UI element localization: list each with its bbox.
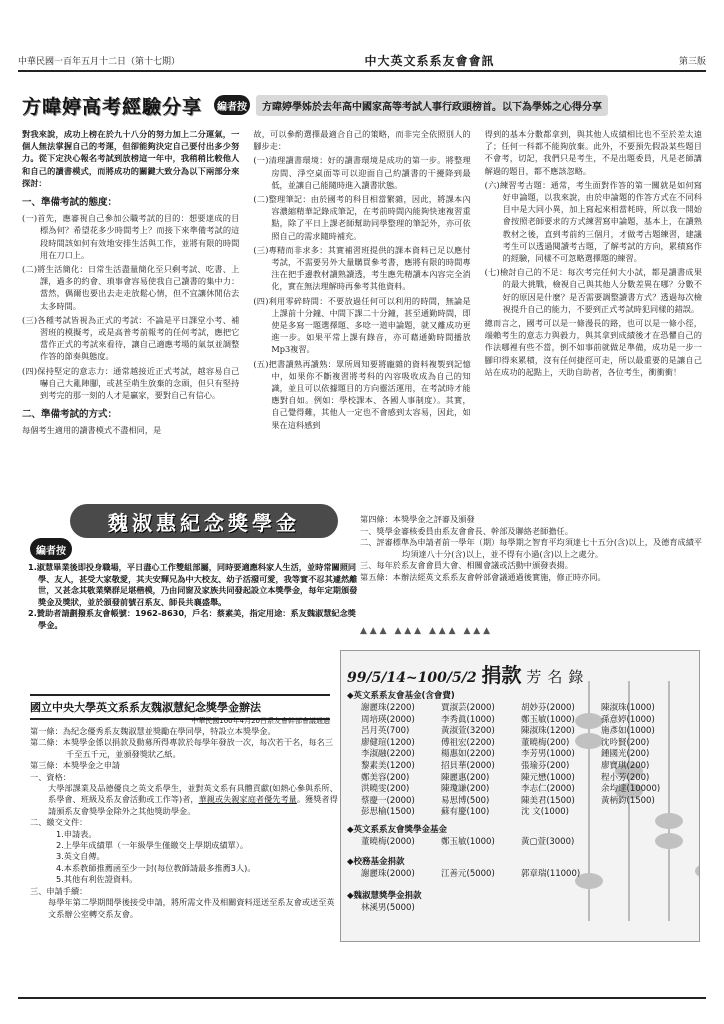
article-intro: 對我來說，成功上榜在於九十八分的努力加上二分運氣，一個人無法掌握自己的考運，但卻能夠決定自己要付出多少努力。從下定決心報名考試到放榜這一年中，我稍稍比較他人和自己的讀書模式，而將成功的關鍵大致分為以下兩部分來探討： bbox=[22, 129, 240, 188]
donor-name: 施彥如(1000) bbox=[601, 726, 655, 737]
donor-name: 傅祖宏(2200) bbox=[441, 737, 495, 748]
article-column-3 bbox=[485, 128, 702, 500]
rule-item: 第五條：本辦法經英文系系友會幹部會議通過後實施，修正時亦同。 bbox=[360, 571, 606, 582]
rule-emphasis: 華親或失親家庭者優先考量 bbox=[198, 794, 297, 805]
list-item: (二)將生活簡化：日常生活盡量簡化至只剩考試、吃書、上課，過多的約會、瑣事會容易使我自己讀書的集中力：當然，偶爾也要出去走走放鬆心情，但不宜讓休閒佔去太多時間。 bbox=[22, 264, 240, 311]
donation-section-title: ◆英文系系友會獎學金基金 bbox=[347, 825, 448, 835]
award-rules-continued bbox=[360, 514, 705, 584]
paragraph: 故，可以參酌選擇最適合自己的策略，而非完全依照別人的腳步走： bbox=[253, 129, 471, 152]
note-item: 1.淑慧畢業後即投身職場，平日盡心工作雙組部屬，同時要適應科家人生活，並時常關照同學、友人，甚受大家敬愛，其夫安輝兄為中大校友、幼子活潑可愛，我等實不忍其遽然離世，又甚念其敬業樂群足堪楷模，乃由同窗及家族共同發起設立本獎學金，每年定期頒發獎金及獎狀，並於頒發前號召系友、師長共襄盛舉。 bbox=[28, 562, 358, 607]
list-item: (四)利用零碎時間：不要放過任何可以利用的時間，無論是上課前十分鐘、中間下課二十分鐘，甚至通勤時間，即使是多寫一題選擇題、多唸一道申論題，就又離成功更進一步。如果平常上課有錄音，亦可藉通勤時間播放Mp3複習。 bbox=[253, 295, 471, 355]
donor-name: 孫意婷(1000) bbox=[601, 714, 655, 725]
donor-list bbox=[361, 703, 691, 819]
rules-title: 國立中央大學英文系系友魏淑慧紀念獎學金辦法 bbox=[30, 694, 330, 720]
donor-name: 沈吟賢(200) bbox=[601, 737, 650, 748]
rule-item: 第一條：為紀念優秀系友魏淑慧並獎勵在學同學，特設立本獎學金。 bbox=[30, 726, 276, 736]
rule-item: 第四條：本獎學金之評審及頒發 bbox=[360, 514, 475, 524]
list-item: (三)各種考試皆視為正式的考試：不論是平日課堂小考、補習班的模擬考，或是高普考前報考的任何考試，應把它當作正式的考試來看待，讓自己適應考場的氣氛並調整作答的節奏與態度。 bbox=[22, 314, 240, 362]
donor-name: 鄭玉敏(1000) bbox=[521, 714, 575, 725]
decorative-mark: ▲ ▲ ▲ bbox=[463, 626, 490, 636]
editor-note-badge: 編者按 bbox=[214, 95, 250, 115]
donor-name: 李秀眞(1000) bbox=[441, 714, 495, 725]
donor-name: 賈淑芸(2000) bbox=[441, 703, 495, 713]
rules-body bbox=[30, 726, 340, 920]
list-item: (六)練習考古題：通常，考生面對作答的第一關就是如何寫好申論題，以我來說，由於申論題的作答方式在不同科目中是大同小異，加上寫起來相當耗時，所以我一開始會按照老師要求的方式練習寫申論題，基本上，在讀熟教材之後，直到考前約三個月，才做考古題練習，建議考生可以透過閱讀考古題，了解考試的方向，累積寫作的經驗，同樣不可忽略選擇題的練習。 bbox=[484, 179, 702, 264]
donor-name: 洪曉雯(200) bbox=[361, 784, 410, 795]
donor-name: 陳美君(1500) bbox=[521, 795, 575, 806]
donor-name: 鄭玉敏(1000) bbox=[441, 837, 495, 847]
donor-name: 張瑜芬(200) bbox=[521, 760, 570, 771]
list-item: (四)保持堅定的意志力：通常越接近正式考試，越容易自己嚇自己大亂陣腳，或甚至萌生放棄的念頭，但只有堅持到考完的那一刻的人才是贏家，要對自己有信心。 bbox=[22, 365, 240, 401]
issue-date: 中華民國一百年五月十二日（第十七期） bbox=[18, 56, 181, 67]
page-number: 第三版 bbox=[678, 56, 706, 67]
list-item: (七)檢討自己的不足：每次考完任何大小試，都是讀書成果的最大挑戰，檢視自己與其他人分數差異在哪？分數不好的原因是什麼？是否需要調整讀書方式？透過每次檢視提升自己的能力，不要到正式考試時犯同樣的錯誤。 bbox=[484, 267, 702, 314]
rule-subheading: 二、繳交文件： bbox=[30, 817, 88, 828]
rule-item: 第二條：本獎學金係以捐款及動募所得專款於每學年發放一次，每次若干名，每名三千至五千元，並頒發獎狀乙紙。 bbox=[30, 737, 333, 759]
donor-name: 楊惠如(2200) bbox=[441, 749, 495, 760]
donor-name: 黎素美(1200) bbox=[361, 760, 415, 771]
donor-list bbox=[361, 903, 691, 915]
list-item: (五)把書讀熟再讀熟：眾所周知要將龐雜的資料複製到記憶中，如果你不斷複習將考科的內容吸收成為自己的知識，並且可以依據題目的方向靈活運用，在考試時才能應對自如。例如：學校課本、各國人事制度）。其實，自己覺得難，其他人一定也不會感到太容易，因此，如果在這科感到 bbox=[253, 358, 471, 430]
doc-item: 4.本系教師推薦函至少一封(每位教師請最多推薦3人)。 bbox=[56, 862, 256, 873]
article-column-2 bbox=[253, 128, 470, 500]
donor-name: 陳淑珠(1000) bbox=[601, 703, 655, 713]
donor-name: 呂月英(700) bbox=[361, 726, 410, 737]
article-body bbox=[22, 128, 702, 500]
donor-name: 鍾國光(200) bbox=[601, 749, 650, 760]
donor-name: 蔡慶一(2000) bbox=[361, 795, 415, 806]
rule-text-part: 大學部課業及品德優良之英文系學生，並對英文系有具體貢獻(如熱心參與系所、系學會、班級及系友會活動或工作等)者， bbox=[48, 783, 338, 805]
note-item: 2.贊助者請劃撥系友會帳號：1962-8630，戶名：蔡素美，指定用途：系友魏淑慧紀念獎學金。 bbox=[28, 608, 356, 630]
donor-name: 彭思榆(1500) bbox=[361, 807, 415, 818]
donor-name: 江善元(5000) bbox=[441, 869, 495, 879]
donor-name: 余均達(10000) bbox=[601, 784, 661, 795]
donor-name: 黃柄鈞(1500) bbox=[601, 795, 655, 806]
donor-name: 招貝華(2000) bbox=[441, 760, 495, 771]
section-heading: 二、準備考試的方式： bbox=[22, 409, 118, 421]
doc-item: 5.其他有利佐證資料。 bbox=[56, 874, 138, 885]
donor-list bbox=[361, 837, 691, 849]
list-item: (一)首先，應審視自己參加公職考試的目的：想要達成的目標為何？希望花多少時間考上？而接下來準備考試的這段時間該如何有效地安排生活與工作，並將有限的時間用在刀口上。 bbox=[22, 213, 240, 260]
donation-heading bbox=[347, 659, 589, 688]
donor-name: 廖健瑄(1200) bbox=[361, 737, 415, 748]
page-bottom-rule bbox=[18, 997, 706, 999]
rule-item: 一、獎學金審核委員由系友會會長、幹部及聯絡老師擔任。 bbox=[360, 525, 573, 536]
donor-name: 鄭美容(200) bbox=[361, 772, 410, 783]
list-item: (一)清理讀書環境：好的讀書環境是成功的第一步。將整理房間、淨空桌面等可以迎面自己約讀書的干擾降到最低，並讓自己能隨時進入讀書狀態。 bbox=[253, 155, 471, 190]
article-headline bbox=[22, 90, 702, 120]
doc-item: 2.上學年成績單（一年級學生僅繳交上學期成績單）。 bbox=[56, 840, 249, 851]
donor-list bbox=[361, 869, 691, 881]
closing-paragraph: 總而言之，國考可以是一條漫長的路，也可以是一條小徑，端賴考生的意志力與毅力，與其拿到成績後才在恐懼自己的作法哪裡有些不當，倒不如事前就做足準備，成功是一步一腳印得來累積，沒有任何捷徑可走，所以最重要的是讓自己站在成功的起點上，天助自助者，各位考生，衝衝衝！ bbox=[484, 318, 702, 377]
donor-name: 李淑融(2200) bbox=[361, 749, 415, 760]
doc-item: 3.英文自傳。 bbox=[56, 851, 105, 862]
newspaper-title: 中大英文系系友會會訊 bbox=[364, 53, 495, 68]
award-banner bbox=[70, 504, 338, 538]
donor-name: 陳元懋(1000) bbox=[521, 772, 575, 783]
rule-text bbox=[30, 783, 340, 817]
donation-period: 99/5/14~100/5/2 bbox=[347, 670, 477, 686]
editor-note-badge: 編者按 bbox=[30, 538, 72, 560]
rule-text: 每學年第二學期開學後接受申請，將所需文件及相關資料逕送至系友會或送至英文系辦公室轉交系友會。 bbox=[48, 897, 335, 919]
newspaper-header bbox=[18, 50, 706, 72]
donor-name: 陳淑珠(1200) bbox=[521, 726, 575, 737]
donation-section-title: ◆校務基金捐款 bbox=[347, 857, 405, 867]
donation-title-sub: 芳名錄 bbox=[526, 668, 590, 686]
donor-name: 程小芳(200) bbox=[601, 772, 650, 783]
donor-name: 李志仁(2000) bbox=[521, 784, 575, 795]
donation-section-title: ◆魏淑慧獎學金捐款 bbox=[347, 891, 422, 901]
donor-name: 董曉梅(200) bbox=[521, 737, 570, 748]
rule-item: 二、評審標準為申請者前一學年（期）每學期之智育平均須達七十五分(含)以上，及德育成績平均須達八十分(含)以上，並不得有小過(含)以上之處分。 bbox=[360, 537, 703, 559]
section-heading: 一、準備考試的態度： bbox=[22, 197, 118, 209]
decorative-mark: ▲ ▲ ▲ bbox=[394, 626, 421, 636]
award-notes bbox=[28, 562, 358, 632]
list-item: (二)整理筆記：由於國考的科目相當繁雜，因此，將課本內容濃縮精華記錄成筆記，在考前時間內能夠快速複習重點，除了平日上課老師幫助同學整理的筆記外，亦可依照自己的需求隨時補充。 bbox=[253, 194, 471, 241]
donor-name: 沈 文(1000) bbox=[521, 807, 569, 818]
donor-name: 周培瑛(2000) bbox=[361, 714, 415, 725]
donor-name: 陳瓊謙(200) bbox=[441, 784, 490, 795]
donation-section-title: ◆英文系系友會基金(含會費) bbox=[347, 691, 455, 701]
donor-name: 胡妙芬(2000) bbox=[521, 703, 575, 713]
donation-title: 捐款 bbox=[481, 663, 522, 687]
donor-name: 易思博(500) bbox=[441, 795, 490, 806]
article-title: 方暐婷高考經驗分享 bbox=[22, 95, 203, 118]
paragraph: 每個考生適用的讀書模式不盡相同，是 bbox=[22, 425, 162, 436]
donor-name: 謝麗珠(2200) bbox=[361, 703, 415, 713]
rules-date: 中華民國100年4月20日系友會幹部會議通過 bbox=[191, 717, 330, 725]
donor-name: 郭章瑞(11000) bbox=[521, 869, 581, 879]
paragraph: 得到的基本分數都拿到，與其他人成績相比也不至於差太遠了；任何一科都不能夠放棄。此外，不要預先假設某些題目不會考，切記，我們只是考生，不是出題委員，凡是老師講解過的題目，都不應該忽略。 bbox=[484, 129, 702, 176]
donation-box bbox=[340, 650, 700, 942]
donor-name: 謝麗珠(2000) bbox=[361, 869, 415, 879]
donor-name: 廖寶琪(200) bbox=[601, 760, 650, 771]
donor-name: 陳麗惠(200) bbox=[441, 772, 490, 783]
donor-name: 黃淑萱(3200) bbox=[441, 726, 495, 737]
rule-item: 三、每年於系友會會員大會、相關會議或活動中頒發表揚。 bbox=[360, 560, 573, 571]
donor-name: 林溪男(5000) bbox=[361, 903, 415, 913]
decorative-divider bbox=[360, 625, 700, 637]
rule-item: 第三條：本獎學金之申請 bbox=[30, 760, 121, 771]
donor-name: 黃▢萱(3000) bbox=[521, 837, 575, 847]
article-subtitle: 方暐婷學姊於去年高中國家高等考試人事行政頭榜首。以下為學姊之心得分享 bbox=[256, 95, 608, 116]
donor-name: 董曉梅(2000) bbox=[361, 837, 415, 847]
article-column-1 bbox=[22, 128, 239, 500]
doc-item: 1.申請表。 bbox=[56, 828, 97, 839]
donor-name: 蘇有慶(100) bbox=[441, 807, 490, 818]
rule-subheading: 三、申請手續： bbox=[30, 885, 88, 896]
award-banner-title: 魏淑惠紀念獎學金 bbox=[108, 510, 300, 535]
list-item: (三)專精而非求多：其實補習班提供的課本資料已足以應付考試，不需要另外大量購買參考書，應將有限的時間專注在把手邊教材讀熟讀透，考生應先精讀本內容完全消化，實在無法理解時再參考其他資料。 bbox=[253, 244, 471, 292]
rule-text-part: 。獲獎者得請頒系友會獎學金除外之其他獎助學金。 bbox=[48, 794, 338, 816]
donor-name: 李芳男(1000) bbox=[521, 749, 575, 760]
decorative-mark: ▲ ▲ ▲ bbox=[360, 626, 387, 636]
decorative-mark: ▲ ▲ ▲ bbox=[429, 626, 456, 636]
rule-subheading: 一、資格： bbox=[30, 771, 71, 782]
